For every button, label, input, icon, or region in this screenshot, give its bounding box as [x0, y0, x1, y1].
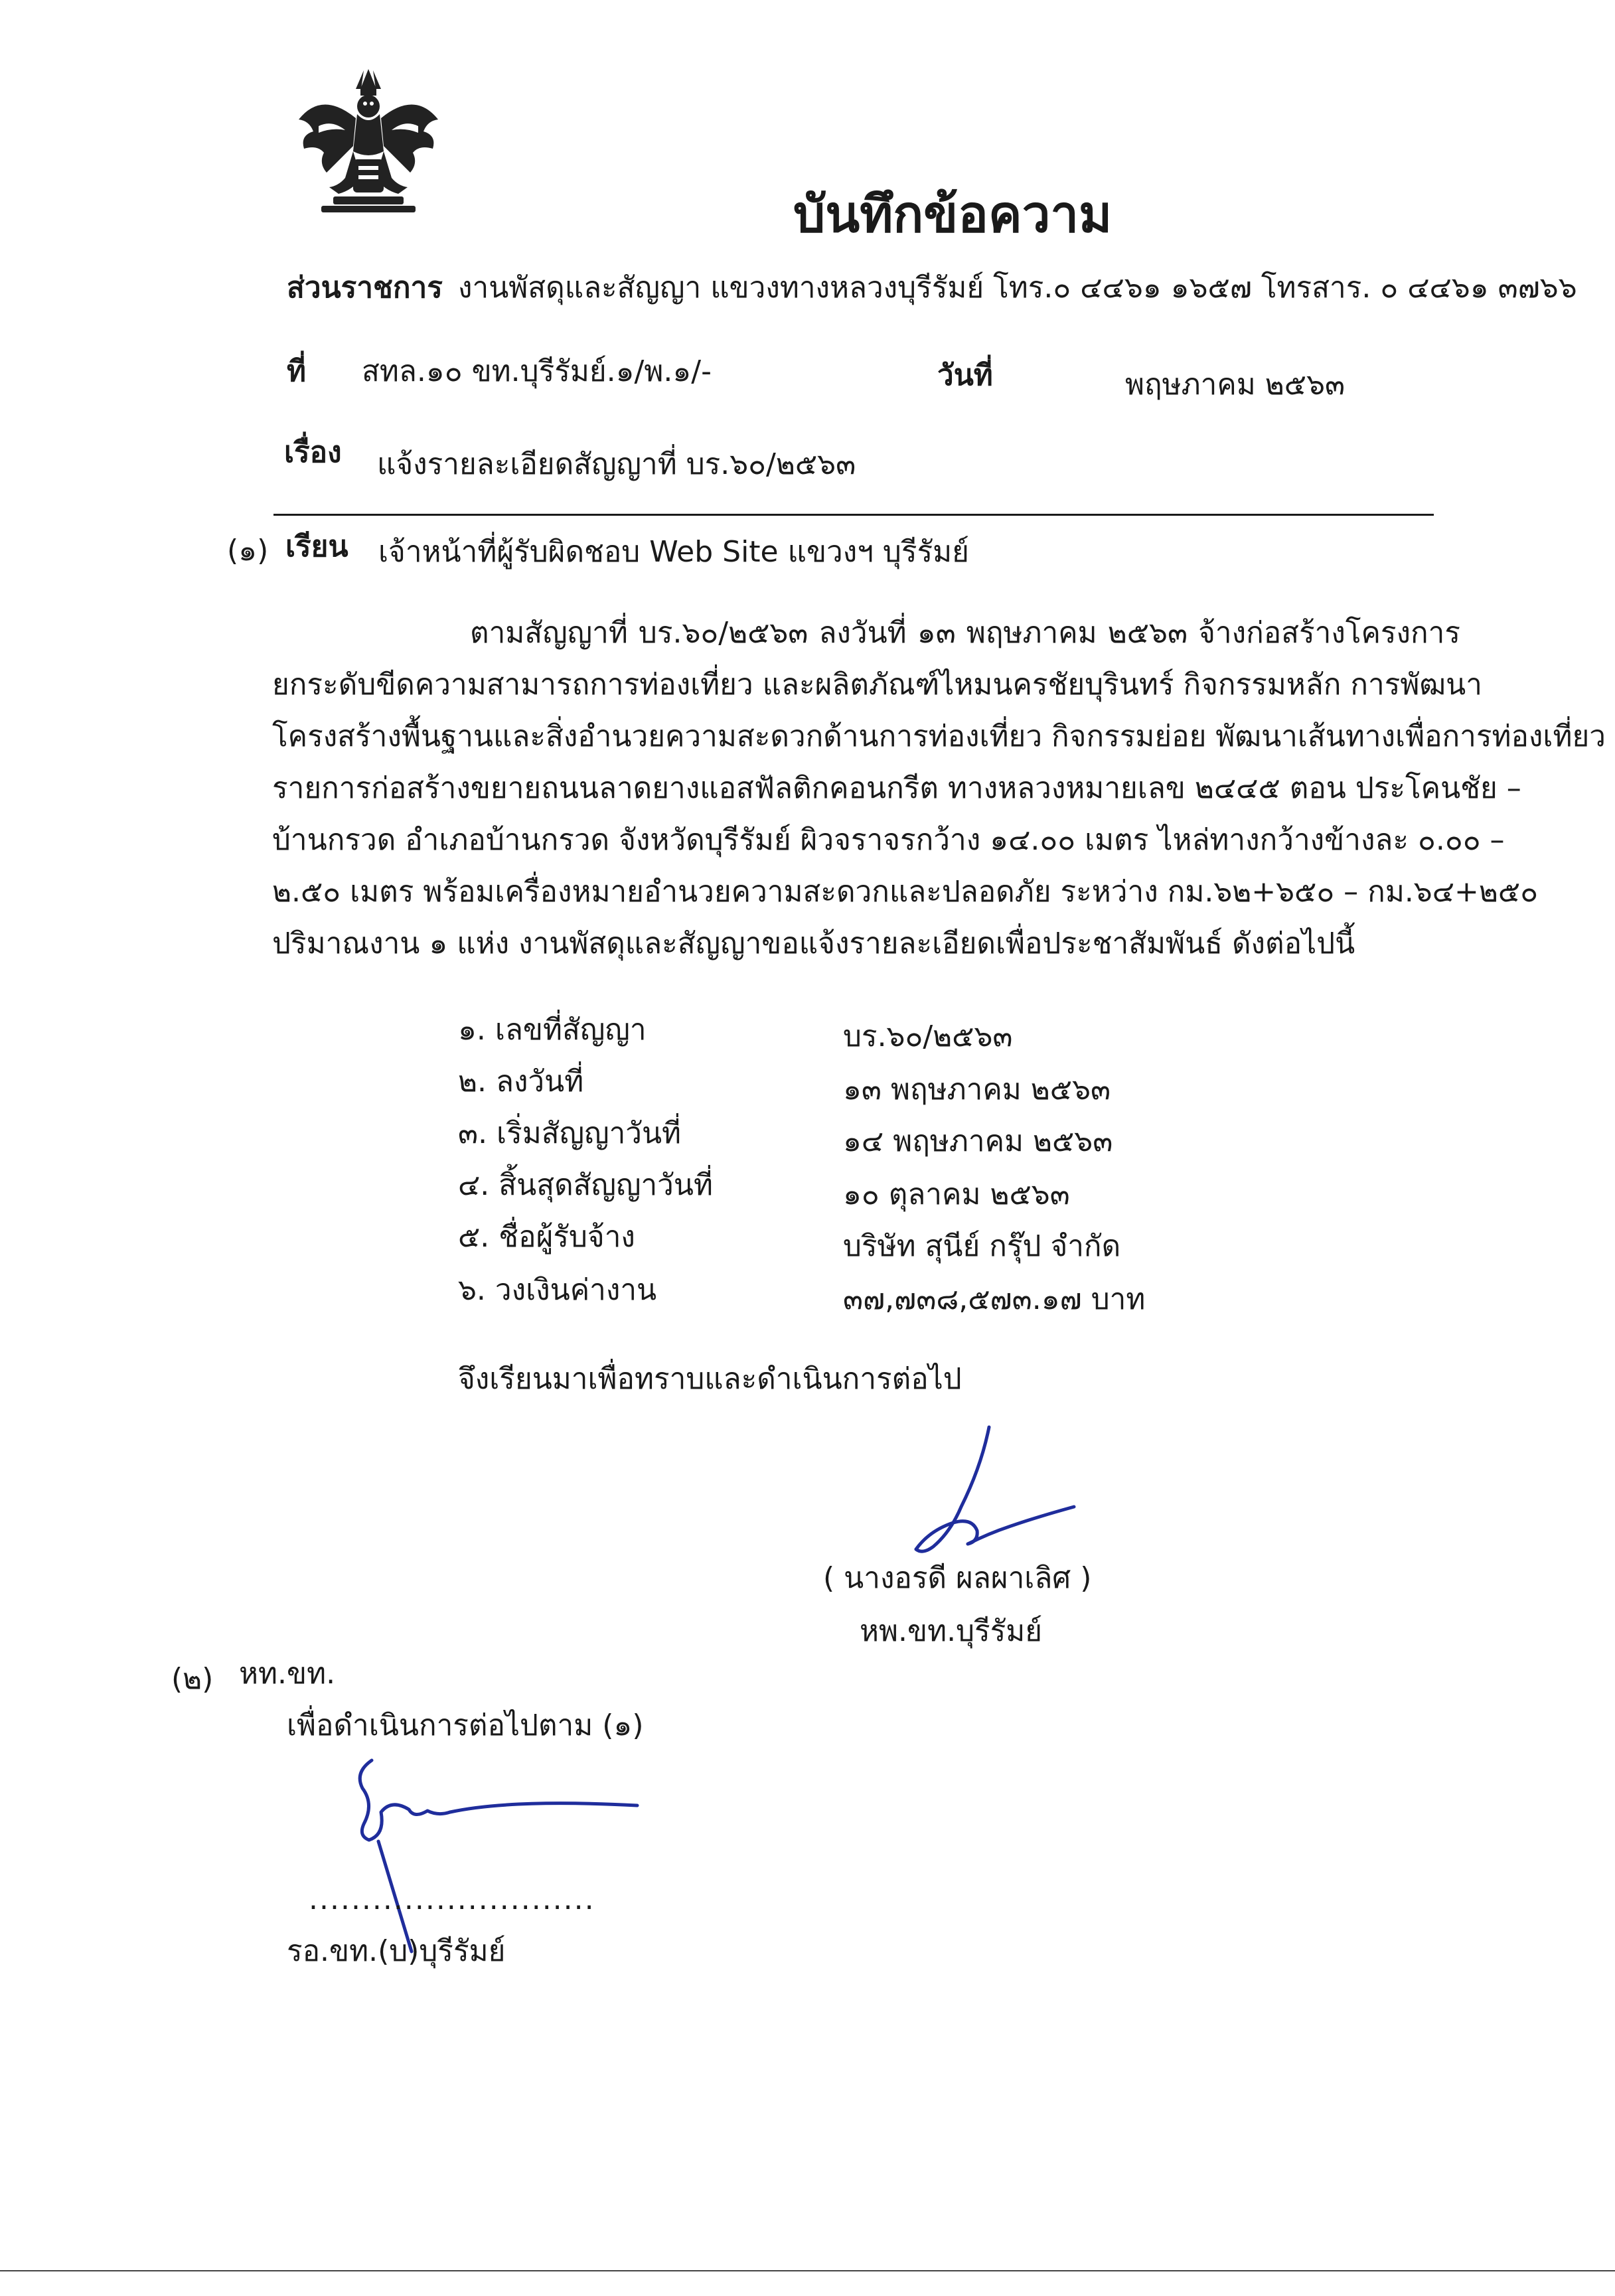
body-line-1: ตามสัญญาที่ บร.๖๐/๒๕๖๓ ลงวันที่ ๑๓ พฤษภาคม ๒๕๖๓ จ้างก่อสร้างโครงการ [470, 616, 1460, 650]
detail-label: ๒. ลงวันที่ [458, 1065, 584, 1099]
garuda-emblem-icon [292, 66, 445, 218]
reference-label: ที่ [287, 354, 307, 388]
date-label: วันที่ [937, 358, 993, 392]
detail-label: ๕. ชื่อผู้รับจ้าง [458, 1220, 635, 1254]
detail-value: บร.๖๐/๒๕๖๓ [843, 1020, 1013, 1053]
addressee-label: เรียน [285, 530, 348, 564]
detail-label: ๓. เริ่มสัญญาวันที่ [458, 1116, 682, 1150]
detail-value: ๓๗,๗๓๘,๕๗๓.๑๗ บาท [843, 1282, 1146, 1316]
agency-value: งานพัสดุและสัญญา แขวงทางหลวงบุรีรัมย์ โทร.๐ ๔๔๖๑ ๑๖๕๗ โทรสาร. ๐ ๔๔๖๑ ๓๗๖๖ [458, 271, 1577, 305]
page-bottom-edge [0, 2270, 1615, 2271]
body-line-6: ๒.๕๐ เมตร พร้อมเครื่องหมายอำนวยความสะดวกและปลอดภัย ระหว่าง กม.๖๒+๖๕๐ – กม.๖๔+๒๕๐ [272, 875, 1539, 909]
body-line-4: รายการก่อสร้างขยายถนนลาดยางแอสฟัลติกคอนกรีต ทางหลวงหมายเลข ๒๔๔๕ ตอน ประโคนชัย – [272, 771, 1521, 805]
signature-dotted-line: ........................... [309, 1882, 595, 1916]
closing-sentence: จึงเรียนมาเพื่อทราบและดำเนินการต่อไป [458, 1362, 962, 1396]
detail-value: ๑๔ พฤษภาคม ๒๕๖๓ [843, 1124, 1113, 1158]
handwritten-signature-icon [889, 1414, 1089, 1569]
signer-name: ( นางอรดี ผลผาเลิศ ) [823, 1561, 1092, 1595]
reference-value: สทล.๑๐ ขท.บุรีรัมย์.๑/พ.๑/- [362, 354, 712, 388]
forward-instruction: เพื่อดำเนินการต่อไปตาม (๑) [287, 1709, 644, 1742]
forward-recipient: หท.ขท. [239, 1657, 336, 1691]
signer-position: หพ.ขท.บุรีรัมย์ [860, 1614, 1043, 1648]
header-divider [273, 514, 1434, 516]
body-line-2: ยกระดับขีดความสามารถการท่องเที่ยว และผลิตภัณฑ์ไหมนครชัยบุรินทร์ กิจกรรมหลัก การพัฒนา [272, 668, 1482, 702]
subject-value: แจ้งรายละเอียดสัญญาที่ บร.๖๐/๒๕๖๓ [377, 447, 856, 481]
detail-label: ๔. สิ้นสุดสัญญาวันที่ [458, 1168, 713, 1202]
body-line-7: ปริมาณงาน ๑ แห่ง งานพัสดุและสัญญาขอแจ้งรายละเอียดเพื่อประชาสัมพันธ์ ดังต่อไปนี้ [272, 927, 1355, 960]
body-line-5: บ้านกรวด อำเภอบ้านกรวด จังหวัดบุรีรัมย์ ผิวจราจรกว้าง ๑๔.๐๐ เมตร ไหล่ทางกว้างข้างละ ๐.๐๐ – [272, 823, 1505, 857]
detail-label: ๖. วงเงินค่างาน [458, 1273, 657, 1307]
date-value: พฤษภาคม ๒๕๖๓ [1125, 368, 1346, 402]
forward-position: รอ.ขท.(บ)บุรีรัมย์ [287, 1934, 506, 1968]
subject-label: เรื่อง [284, 435, 342, 469]
detail-value: ๑๐ ตุลาคม ๒๕๖๓ [843, 1178, 1070, 1211]
memo-title: บันทึกข้อความ [793, 185, 1113, 244]
addressee-value: เจ้าหน้าที่ผู้รับผิดชอบ Web Site แขวงฯ บุรีรัมย์ [378, 535, 969, 569]
addressee-number: (๑) [227, 534, 269, 568]
agency-label: ส่วนราชการ [287, 271, 443, 305]
detail-value: ๑๓ พฤษภาคม ๒๕๖๓ [843, 1073, 1111, 1107]
forward-number: (๒) [171, 1662, 214, 1696]
detail-value: บริษัท สุนีย์ กรุ๊ป จำกัด [843, 1229, 1121, 1263]
detail-label: ๑. เลขที่สัญญา [458, 1013, 647, 1047]
body-line-3: โครงสร้างพื้นฐานและสิ่งอำนวยความสะดวกด้านการท่องเที่ยว กิจกรรมย่อย พัฒนาเส้นทางเพื่อการท่องเที่ยว [272, 720, 1606, 753]
